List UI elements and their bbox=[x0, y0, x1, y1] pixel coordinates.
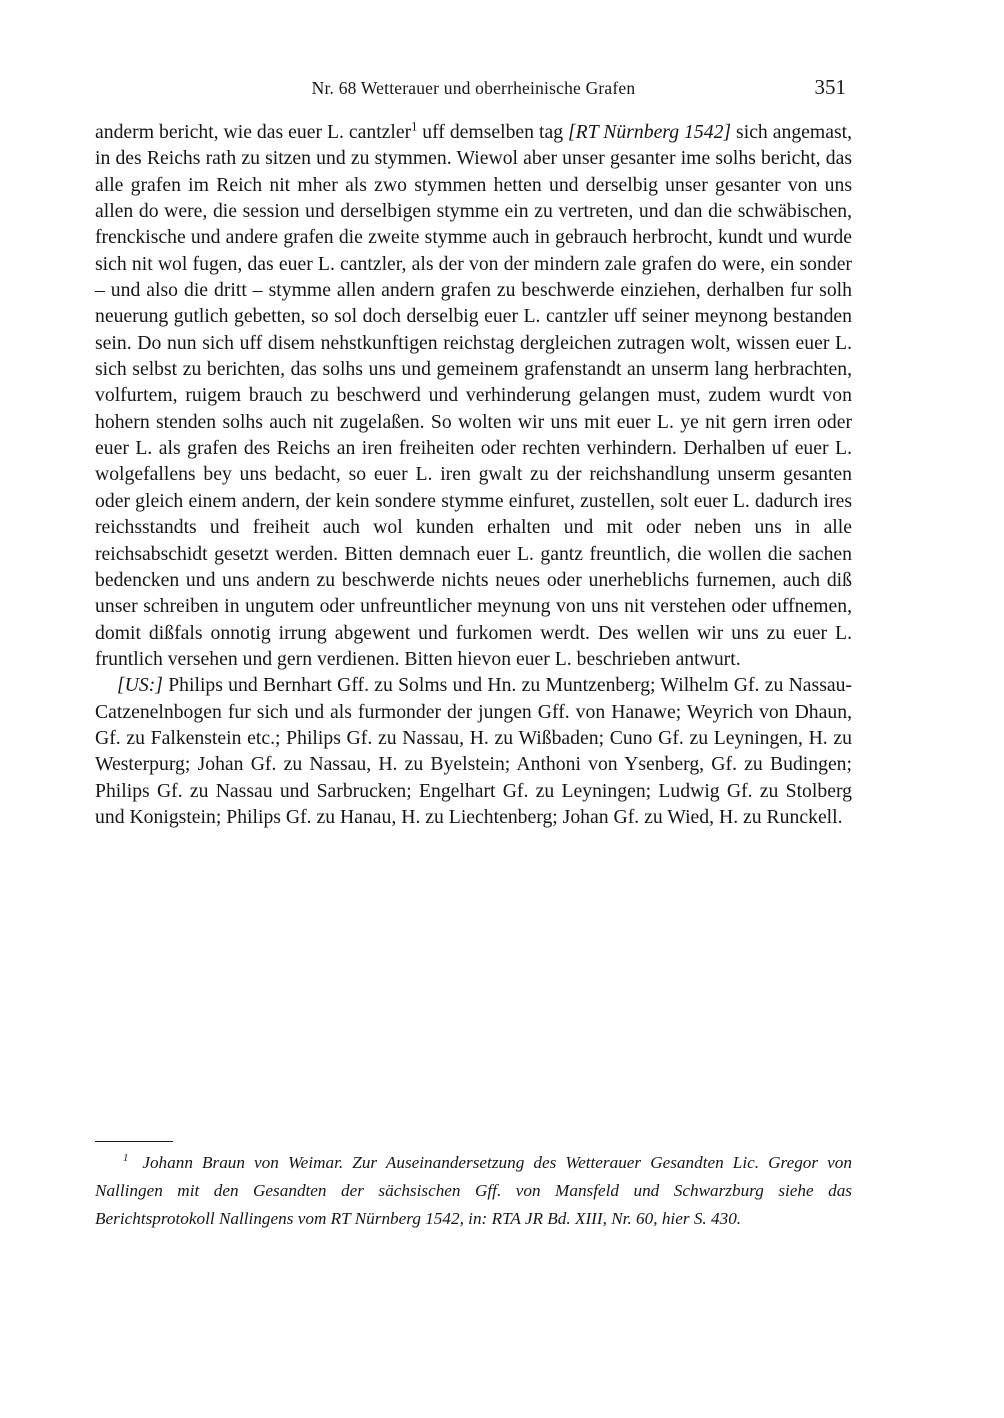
footnote-area bbox=[95, 1141, 852, 1234]
footnote-number: 1 bbox=[123, 1153, 129, 1165]
paragraph-text-segment: anderm bericht, wie das euer L. cantzler bbox=[95, 121, 412, 143]
footnote-text: Johann Braun von Weimar. Zur Auseinandersetzung des Wetterauer Gesandten Lic. Gregor von Nallingen mit den Gesandten der sächsischen Gff. von Mansfeld und Schwarzburg siehe das Berichtsprotokoll Nallingens vom RT Nürnberg 1542, in: RTA JR Bd. XIII, Nr. 60, hier S. 430. bbox=[95, 1153, 852, 1229]
paragraph-text-segment: sich angemast, in des Reichs rath zu sitzen und zu stymmen. Wiewol aber unser gesanter ime solhs bericht, das alle grafen im Reich nit mher als zwo stymmen hetten und derselbig unser gesanter von uns allen do were, die session und derselbigen stymme ein zu vertreten, und dan die schwäbischen, frenckische und andere grafen die zweite stymme auch in gebrauch herbrocht, kundt und wurde sich nit wol fugen, das euer L. cantzler, als der von der mindern zale grafen do were, ein sonder – und also die dritt – stymme allen andern grafen zu beschwerde einziehen, derhalben fur solh neuerung gutlich gebetten, so sol doch derselbig euer L. cantzler uff seiner meynong bestanden sein. Do nun sich uff disem nehstkunftigen reichstag dergleichen zutragen wolt, wissen euer L. sich selbst zu berichten, das solhs uns und gemeinem grafenstandt an unserm lang herbrachten, volfurtem, ruigem brauch zu beschwerd und verhinderung gelangen must, zudem wurdt von hohern stenden solhs auch nit zugelaßen. So wolten wir uns mit euer L. ye nit gern irren oder euer L. als grafen des Reichs an iren freiheiten oder rechten verhindern. Derhalben uf euer L. wolgefallens bey uns bedacht, so euer L. iren gwalt zu der reichshandlung unserm gesanten oder gleich einem andern, der kein sondere stymme einfuret, zustellen, solt euer L. dadurch ires reichsstandts und freiheit auch wol kunden erhalten und mit oder neben uns in alle reichsabschidt gesetzt werden. Bitten demnach euer L. gantz freuntlich, die wollen die sachen bedencken und uns andern zu beschwerde nichts neues oder unerheblichs furnemen, auch diß unser schreiben in ungutem oder unfreuntlicher meynung von uns nit verstehen oder uffnemen, domit dißfals onnotig irrung abgewent und furkomen werdt. Des wellen wir uns zu euer L. fruntlich versehen und gern verdienen. Bitten hievon euer L. beschrieben antwurt. bbox=[95, 121, 853, 670]
page-number: 351 bbox=[814, 75, 846, 99]
footnote-separator-rule bbox=[95, 1141, 173, 1142]
footnote-paragraph bbox=[95, 1149, 852, 1234]
editorial-insert-italic: [RT Nürnberg 1542] bbox=[568, 121, 732, 143]
book-page bbox=[95, 0, 852, 830]
running-title: Nr. 68 Wetterauer und oberrheinische Grafen bbox=[311, 78, 636, 98]
main-text-block bbox=[95, 119, 852, 830]
us-label-italic: [US:] bbox=[117, 674, 163, 697]
footnote-reference-marker: 1 bbox=[411, 119, 418, 134]
signatories-text: Philips und Bernhart Gff. zu Solms und Hn. zu Muntzenberg; Wilhelm Gf. zu Nassau-Catzenelnbogen fur sich und als furmonder der jungen Gff. von Hanawe; Weyrich von Dhaun, Gf. zu Falkenstein etc.; Philips Gf. zu Nassau, H. zu Wißbaden; Cuno Gf. zu Leyningen, H. zu Westerpurg; Johan Gf. zu Nassau, H. zu Byelstein; Anthoni von Ysenberg, Gf. zu Budingen; Philips Gf. zu Nassau und Sarbrucken; Engelhart Gf. zu Leyningen; Ludwig Gf. zu Stolberg und Konigstein; Philips Gf. zu Hanau, H. zu Liechtenberg; Johan Gf. zu Wied, H. zu Runckell. bbox=[95, 674, 852, 828]
signatories-paragraph bbox=[95, 672, 852, 830]
main-paragraph bbox=[95, 119, 852, 672]
running-head bbox=[95, 75, 852, 104]
paragraph-text-segment: uff demselben tag bbox=[417, 121, 568, 143]
